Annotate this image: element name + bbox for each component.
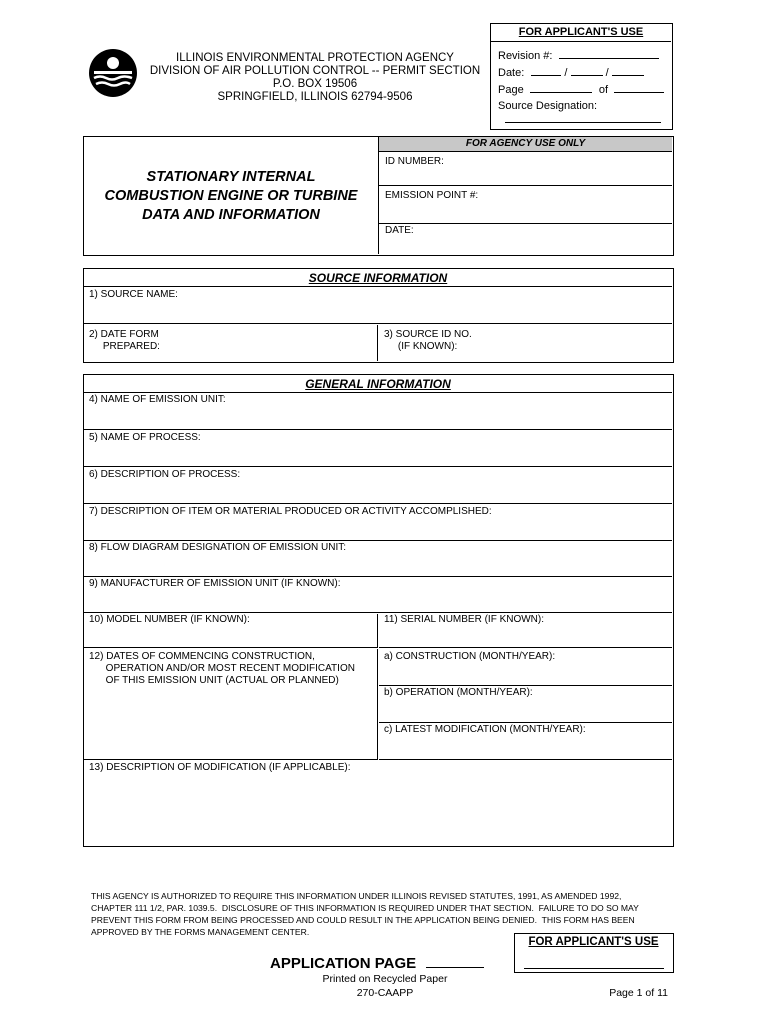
manufacturer-field[interactable] bbox=[84, 578, 672, 613]
agency-date-field[interactable] bbox=[379, 225, 672, 254]
footer-applicant-use-box bbox=[514, 933, 674, 973]
emission-point-field[interactable] bbox=[379, 187, 672, 224]
flow-diagram-field[interactable] bbox=[84, 542, 672, 577]
process-description-field[interactable] bbox=[84, 468, 672, 504]
form-title bbox=[84, 168, 378, 225]
item-produced-label: 7) DESCRIPTION OF ITEM OR MATERIAL PRODUCED OR ACTIVITY ACCOMPLISHED: bbox=[89, 506, 492, 517]
date-separator: / bbox=[605, 67, 609, 79]
footer-applicant-use-field[interactable] bbox=[524, 968, 664, 969]
general-information-heading: GENERAL INFORMATION bbox=[305, 377, 451, 391]
date-form-prepared-field[interactable] bbox=[84, 325, 378, 361]
application-page-label: APPLICATION PAGE bbox=[270, 955, 417, 972]
application-page-row bbox=[270, 953, 484, 972]
source-information-heading: SOURCE INFORMATION bbox=[308, 271, 448, 285]
agency-use-heading: FOR AGENCY USE ONLY bbox=[465, 138, 586, 149]
emission-unit-name-label: 4) NAME OF EMISSION UNIT: bbox=[89, 394, 226, 405]
agency-use-heading-bar bbox=[379, 137, 672, 152]
construction-date-label: a) CONSTRUCTION (MONTH/YEAR): bbox=[384, 651, 556, 662]
source-name-field[interactable] bbox=[84, 287, 672, 324]
title-box bbox=[83, 136, 674, 256]
applicant-use-heading: FOR APPLICANT'S USE bbox=[518, 26, 644, 38]
id-number-label: ID NUMBER: bbox=[385, 156, 444, 167]
date-field[interactable] bbox=[498, 65, 670, 79]
form-title-line3: DATA AND INFORMATION bbox=[142, 207, 320, 223]
page-field[interactable] bbox=[498, 82, 670, 96]
page-label: Page bbox=[498, 84, 524, 96]
operation-date-label: b) OPERATION (MONTH/YEAR): bbox=[384, 687, 533, 698]
agency-header bbox=[140, 52, 490, 104]
latest-modification-date-field[interactable] bbox=[379, 724, 672, 760]
latest-modification-date-label: c) LATEST MODIFICATION (MONTH/YEAR): bbox=[384, 724, 586, 735]
construction-date-field[interactable] bbox=[379, 649, 672, 686]
process-name-label: 5) NAME OF PROCESS: bbox=[89, 432, 201, 443]
general-information-section bbox=[83, 374, 674, 847]
serial-number-label: 11) SERIAL NUMBER (IF KNOWN): bbox=[384, 614, 545, 625]
form-title-line2: COMBUSTION ENGINE OR TURBINE bbox=[104, 188, 358, 204]
revision-label: Revision #: bbox=[498, 50, 553, 62]
serial-number-field[interactable] bbox=[379, 614, 672, 648]
emission-point-label: EMISSION POINT #: bbox=[385, 190, 479, 201]
date-label: Date: bbox=[498, 67, 525, 79]
source-designation-field[interactable] bbox=[505, 122, 661, 123]
modification-description-label: 13) DESCRIPTION OF MODIFICATION (IF APPLICABLE): bbox=[89, 762, 351, 773]
modification-description-field[interactable] bbox=[84, 761, 672, 845]
commencing-dates-label: 12) DATES OF COMMENCING CONSTRUCTION, OPERATION AND/OR MOST RECENT MODIFICATION OF THIS EMISSION UNIT (ACTUAL OR PLANNED) bbox=[89, 651, 355, 686]
source-id-label: 3) SOURCE ID NO. (IF KNOWN): bbox=[384, 329, 472, 352]
agency-city: SPRINGFIELD, ILLINOIS 62794-9506 bbox=[217, 91, 413, 103]
source-designation-label: Source Designation: bbox=[498, 100, 598, 112]
legal-notice: THIS AGENCY IS AUTHORIZED TO REQUIRE THIS INFORMATION UNDER ILLINOIS REVISED STATUTES, 1991, AS AMENDED 1992, CHAPTER 111 1/2, PAR. 1039.5. DISCLOSURE OF THIS INFORMATION IS REQUIRED UNDER THAT SECTION. FAILURE TO DO SO MAY PREVENT THIS FORM FROM BEING PROCESSED AND COULD RESULT IN THE APPLICATION BEING DENIED. THIS FORM HAS BEEN APPROVED BY THE FORMS MANAGEMENT CENTER. bbox=[91, 891, 639, 937]
operation-date-field[interactable] bbox=[379, 687, 672, 723]
source-information-section bbox=[83, 268, 674, 363]
form-title-line1: STATIONARY INTERNAL bbox=[146, 169, 316, 185]
source-name-label: 1) SOURCE NAME: bbox=[89, 289, 178, 300]
revision-field[interactable] bbox=[498, 48, 668, 62]
division-name: DIVISION OF AIR POLLUTION CONTROL -- PERMIT SECTION bbox=[149, 65, 481, 77]
form-code: 270-CAAPP bbox=[356, 987, 414, 999]
of-label: of bbox=[598, 84, 609, 96]
item-produced-field[interactable] bbox=[84, 505, 672, 541]
manufacturer-label: 9) MANUFACTURER OF EMISSION UNIT (IF KNOWN): bbox=[89, 578, 341, 589]
process-name-field[interactable] bbox=[84, 431, 672, 467]
flow-diagram-label: 8) FLOW DIAGRAM DESIGNATION OF EMISSION UNIT: bbox=[89, 542, 347, 553]
applicant-use-box bbox=[490, 23, 673, 130]
id-number-field[interactable] bbox=[379, 152, 672, 186]
process-description-label: 6) DESCRIPTION OF PROCESS: bbox=[89, 469, 241, 480]
agency-name: ILLINOIS ENVIRONMENTAL PROTECTION AGENCY bbox=[176, 52, 454, 64]
emission-unit-name-field[interactable] bbox=[84, 393, 672, 430]
agency-po-box: P.O. BOX 19506 bbox=[272, 78, 358, 90]
illinois-epa-logo-icon bbox=[88, 48, 138, 98]
application-page-blank[interactable] bbox=[426, 953, 484, 968]
date-form-prepared-label: 2) DATE FORM PREPARED: bbox=[89, 329, 160, 352]
agency-date-label: DATE: bbox=[385, 225, 414, 236]
recycled-paper-note: Printed on Recycled Paper bbox=[322, 973, 448, 985]
page-number: Page 1 of 11 bbox=[609, 987, 668, 999]
commencing-dates-block bbox=[84, 649, 378, 760]
model-number-field[interactable] bbox=[84, 614, 378, 648]
footer-applicant-use-heading: FOR APPLICANT'S USE bbox=[528, 936, 659, 948]
model-number-label: 10) MODEL NUMBER (IF KNOWN): bbox=[89, 614, 250, 625]
date-separator: / bbox=[564, 67, 568, 79]
source-id-field[interactable] bbox=[379, 325, 672, 361]
